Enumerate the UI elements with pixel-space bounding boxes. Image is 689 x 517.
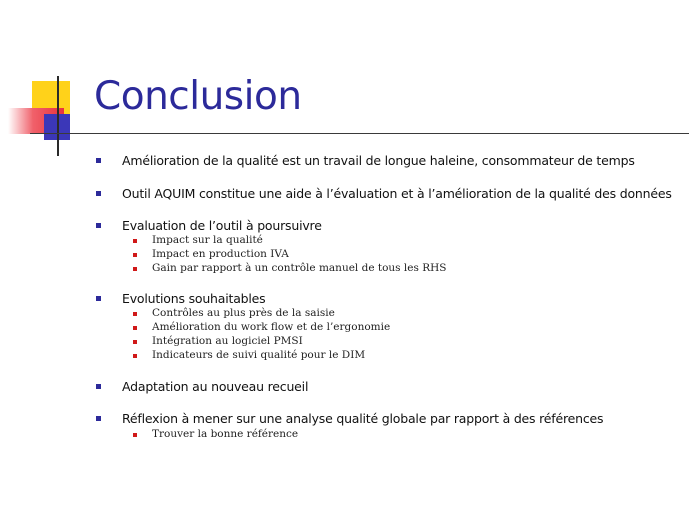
sub-bullet-text: Impact en production IVA — [152, 248, 289, 260]
bullet-text: Adaptation au nouveau recueil — [122, 379, 309, 394]
sub-bullet-text: Indicateurs de suivi qualité pour le DIM — [152, 349, 366, 361]
sub-bullet-square-icon — [133, 340, 137, 344]
sub-bullet-text: Contrôles au plus près de la saisie — [152, 307, 335, 319]
decor-vertical-line — [57, 76, 59, 156]
sub-bullet-square-icon — [133, 433, 137, 437]
bullet-text: Outil AQUIM constitue une aide à l’évaluation et à l’amélioration de la qualité des données — [122, 186, 672, 201]
bullet-text: Réflexion à mener sur une analyse qualité globale par rapport à des références — [122, 411, 604, 426]
sub-bullet-square-icon — [133, 267, 137, 271]
slide-title: Conclusion — [94, 74, 302, 119]
sub-bullet-text: Amélioration du work flow et de l’ergonomie — [152, 321, 391, 333]
bullet-square-icon — [96, 384, 101, 389]
bullet-square-icon — [96, 416, 101, 421]
title-underline — [30, 133, 689, 134]
sub-bullet-square-icon — [133, 326, 137, 330]
sub-bullet-square-icon — [133, 312, 137, 316]
sub-bullet-text: Impact sur la qualité — [152, 234, 263, 246]
bullet-text: Evolutions souhaitables — [122, 291, 266, 306]
sub-bullet-text: Gain par rapport à un contrôle manuel de tous les RHS — [152, 262, 447, 274]
bullet-square-icon — [96, 158, 101, 163]
sub-bullet-square-icon — [133, 354, 137, 358]
bullet-square-icon — [96, 223, 101, 228]
bullet-text: Evaluation de l’outil à poursuivre — [122, 218, 322, 233]
sub-bullet-square-icon — [133, 253, 137, 257]
sub-bullet-text: Intégration au logiciel PMSI — [152, 335, 303, 347]
bullet-square-icon — [96, 191, 101, 196]
sub-bullet-square-icon — [133, 239, 137, 243]
bullet-text: Amélioration de la qualité est un travail de longue haleine, consommateur de temps — [122, 153, 635, 168]
sub-bullet-text: Trouver la bonne référence — [152, 428, 299, 440]
bullet-square-icon — [96, 296, 101, 301]
